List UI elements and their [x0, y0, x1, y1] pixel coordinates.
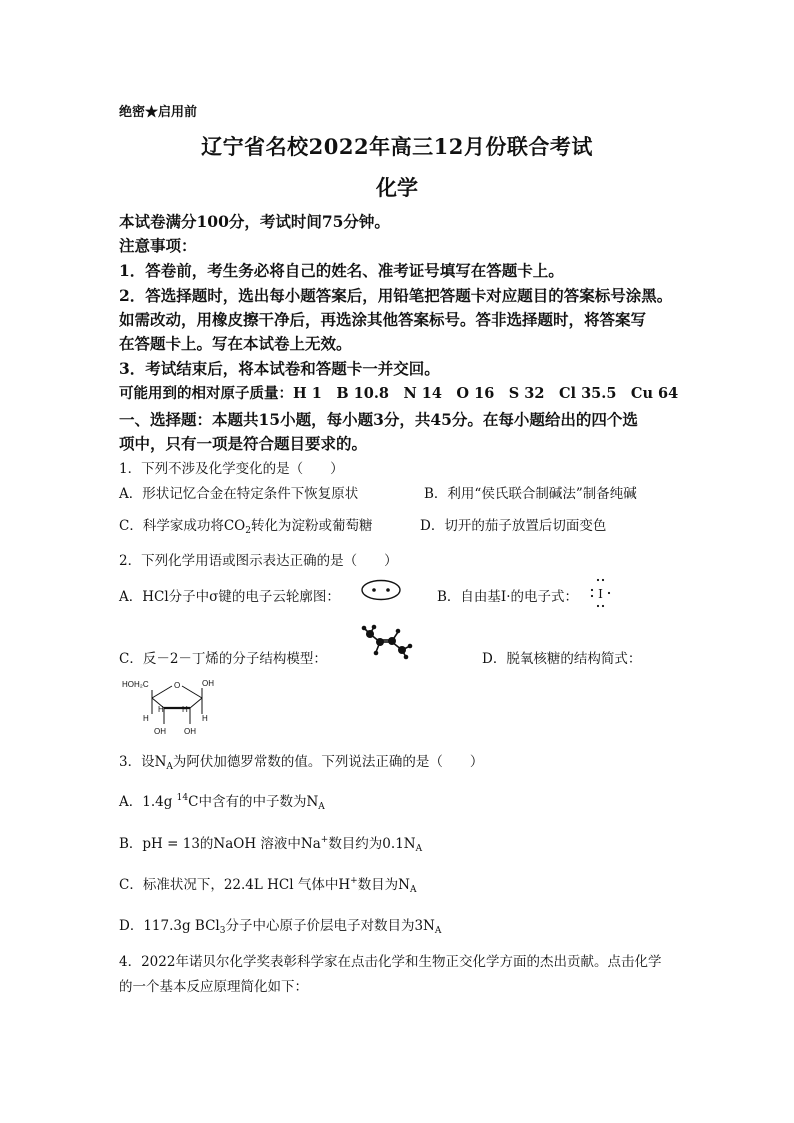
q2-option-a: A．HCl分子中σ键的电子云轮廓图：: [119, 589, 340, 605]
q3-c-sub: A: [410, 885, 417, 895]
q3-d-pre: D．117.3g BCl: [119, 918, 220, 934]
q3-a-sup: 14: [176, 793, 189, 803]
trans-2-butene-ball-stick-model: [360, 624, 416, 660]
iodine-radical-electron-dot: [588, 576, 614, 610]
sugar-label-h-c1: H: [202, 714, 208, 723]
q3-stem-pre: 3．设N: [119, 754, 167, 770]
q2-option-d: D．脱氧核糖的结构简式：: [482, 651, 642, 667]
section-1-line-2: 项中，只有一项是符合题目要求的。: [119, 434, 368, 453]
sugar-label-ring-o: O: [174, 681, 181, 690]
section-1-line-1: 一、选择题：本题共15小题，每小题3分，共45分。在每小题给出的四个选: [119, 410, 638, 429]
sugar-label-h-c3: H: [158, 705, 164, 714]
q3-b-mid: 数目约为0.1N: [328, 836, 416, 852]
q3-stem-post: 为阿伏加德罗常数的值。下列说法正确的是（ ）: [172, 754, 484, 770]
hcl-sigma-orbital-figure: [360, 578, 402, 602]
q3-d-sub: A: [434, 926, 442, 936]
q3-a-pre: A．1.4g: [119, 794, 177, 810]
q3-c-sup: +: [350, 876, 358, 886]
q3-option-d: [119, 914, 441, 936]
note-3: 3．考试结束后，将本试卷和答题卡一并交回。: [119, 359, 440, 378]
note-1: 1．答卷前，考生务必将自己的姓名、准考证号填写在答题卡上。: [119, 261, 564, 280]
note-2-line-2: 如需改动，用橡皮擦干净后，再选涂其他答案标号。答非选择题时，将答案写: [119, 310, 647, 329]
q3-stem: [119, 750, 483, 772]
deoxyribose-structure-figure: [118, 672, 228, 740]
sugar-label-oh-c2: OH: [184, 727, 196, 736]
exam-title: 辽宁省名校2022年高三12月份联合考试: [201, 134, 593, 159]
sugar-label-oh-c1: OH: [202, 679, 214, 688]
q3-b-pre: B．pH = 13的NaOH 溶液中Na: [119, 836, 321, 852]
q3-c-mid: 数目为N: [357, 877, 410, 893]
q3-a-sub: A: [318, 802, 325, 812]
subject-title: 化学: [376, 175, 418, 200]
score-line: 本试卷满分100分，考试时间75分钟。: [119, 212, 390, 231]
q4-line-2: 的一个基本反应原理简化如下：: [119, 979, 308, 995]
confidential-label: 绝密★启用前: [119, 105, 198, 120]
q3-option-a: [119, 790, 325, 812]
note-2-line-1: 2．答选择题时，选出每小题答案后，用铅笔把答题卡对应题目的答案标号涂黑。: [119, 286, 673, 305]
sugar-label-oh-c3: OH: [154, 727, 166, 736]
sugar-label-h-c4: H: [143, 714, 149, 723]
q3-option-c: [119, 873, 417, 895]
q3-d-mid: 分子中心原子价层电子对数目为3N: [225, 918, 435, 934]
q2-stem: 2．下列化学用语或图示表达正确的是（ ）: [119, 553, 398, 569]
q1-option-d: D．切开的茄子放置后切面变色: [420, 518, 607, 534]
q3-a-mid: C中含有的中子数为N: [188, 794, 319, 810]
q3-b-sub: A: [415, 844, 423, 854]
sugar-label-hoh2c: HOH₂C: [122, 680, 149, 689]
q3-d-sub1: 3: [219, 926, 226, 936]
q3-b-sup: +: [320, 835, 329, 845]
q1-stem: 1．下列不涉及化学变化的是（ ）: [119, 461, 344, 477]
q2-option-b: B．自由基I·的电子式：: [437, 589, 579, 605]
q1-option-c-sub: 2: [245, 526, 251, 536]
q1-option-c-pre: C．科学家成功将CO: [119, 518, 246, 534]
q3-option-b: [119, 832, 422, 854]
q4-line-1: 4．2022年诺贝尔化学奖表彰科学家在点击化学和生物正交化学方面的杰出贡献。点击化学: [119, 954, 662, 970]
q1-option-a: A．形状记忆合金在特定条件下恢复原状: [119, 486, 359, 502]
q2-option-c: C．反－2－丁烯的分子结构模型：: [119, 651, 327, 667]
note-2-line-3: 在答题卡上。写在本试卷上无效。: [119, 334, 352, 353]
atomic-masses: 可能用到的相对原子质量：H 1 B 10.8 N 14 O 16 S 32 Cl 35.5 Cu 64: [119, 385, 679, 402]
q1-option-c: [119, 514, 372, 536]
q1-option-c-post: 转化为淀粉或葡萄糖: [250, 518, 373, 534]
svg-text:I: I: [598, 587, 603, 601]
q3-stem-sub: A: [166, 762, 173, 772]
sugar-label-h-c2: H: [182, 705, 188, 714]
q3-c-pre: C．标准状况下，22.4L HCl 气体中H: [119, 877, 351, 893]
notes-label: 注意事项：: [119, 236, 197, 255]
q1-option-b: B．利用“侯氏联合制碱法”制备纯碱: [424, 486, 637, 502]
